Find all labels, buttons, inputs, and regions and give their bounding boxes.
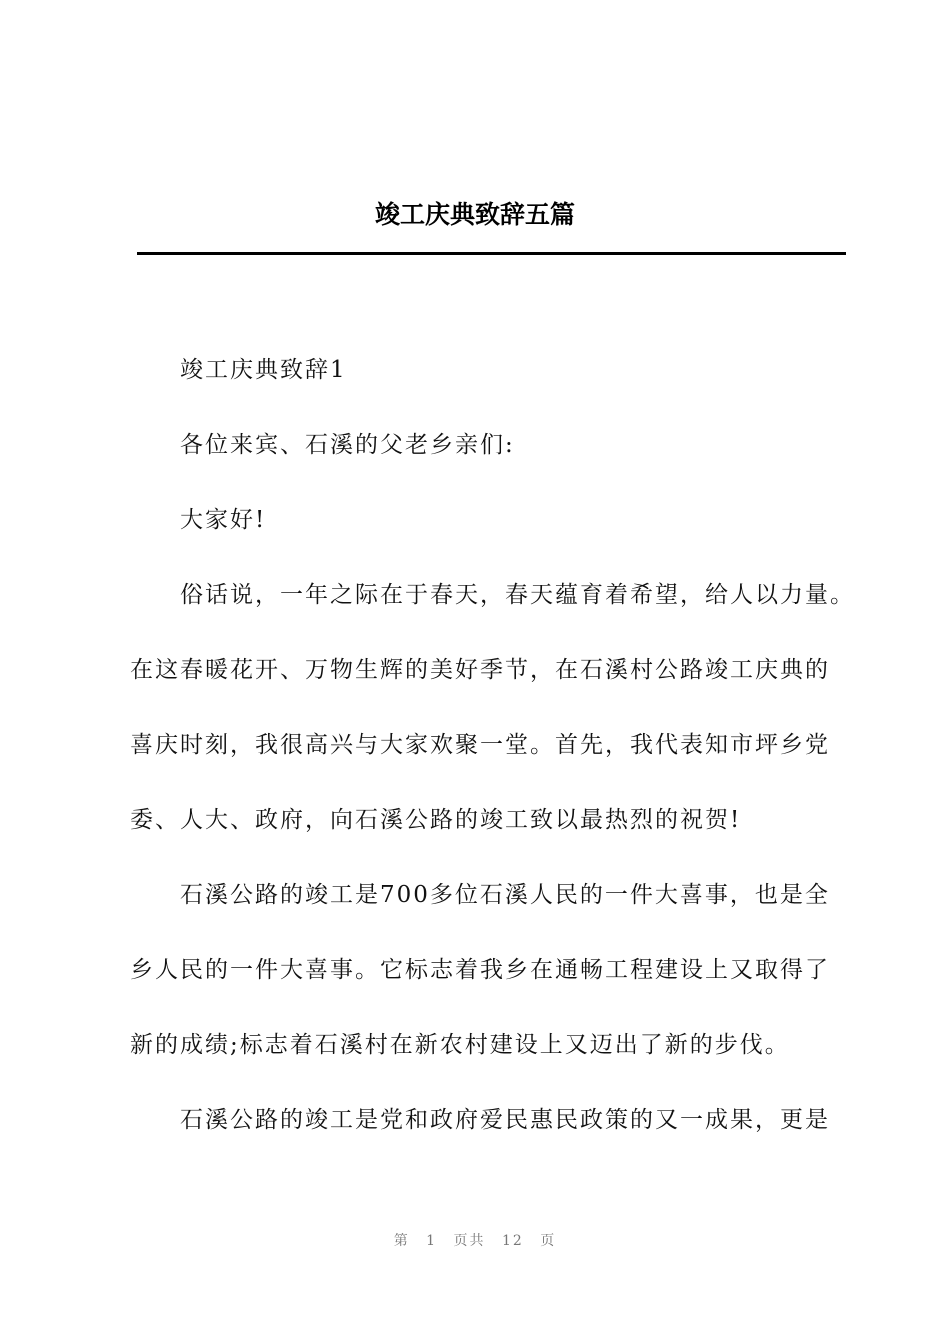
section-heading: 竣工庆典致辞1 <box>180 357 347 383</box>
footer-suffix: 页 <box>540 1233 557 1249</box>
salutation-line: 各位来宾、石溪的父老乡亲们: <box>180 432 515 458</box>
paragraph-line: 石溪公路的竣工是700多位石溪人民的一件大喜事，也是全 <box>180 882 830 908</box>
paragraph-line: 喜庆时刻，我很高兴与大家欢聚一堂。首先，我代表知市坪乡党 <box>130 732 830 758</box>
paragraph-line: 新的成绩;标志着石溪村在新农村建设上又迈出了新的步伐。 <box>130 1032 790 1058</box>
greeting-line: 大家好! <box>180 507 267 533</box>
paragraph-line: 俗话说，一年之际在于春天，春天蕴育着希望，给人以力量。 <box>180 582 855 608</box>
paragraph-line: 在这春暖花开、万物生辉的美好季节，在石溪村公路竣工庆典的 <box>130 657 830 683</box>
page-number: 1 <box>426 1233 438 1249</box>
paragraph-line: 委、人大、政府，向石溪公路的竣工致以最热烈的祝贺! <box>130 807 742 833</box>
title-rule <box>137 252 846 255</box>
paragraph-line: 乡人民的一件大喜事。它标志着我乡在通畅工程建设上又取得了 <box>130 957 830 983</box>
footer-prefix: 第 <box>393 1233 410 1249</box>
paragraph-line: 石溪公路的竣工是党和政府爱民惠民政策的又一成果，更是 <box>180 1107 830 1133</box>
page-footer <box>0 1230 950 1250</box>
total-pages: 12 <box>502 1233 524 1249</box>
footer-mid: 页共 <box>453 1233 486 1249</box>
document-title: 竣工庆典致辞五篇 <box>374 200 575 229</box>
